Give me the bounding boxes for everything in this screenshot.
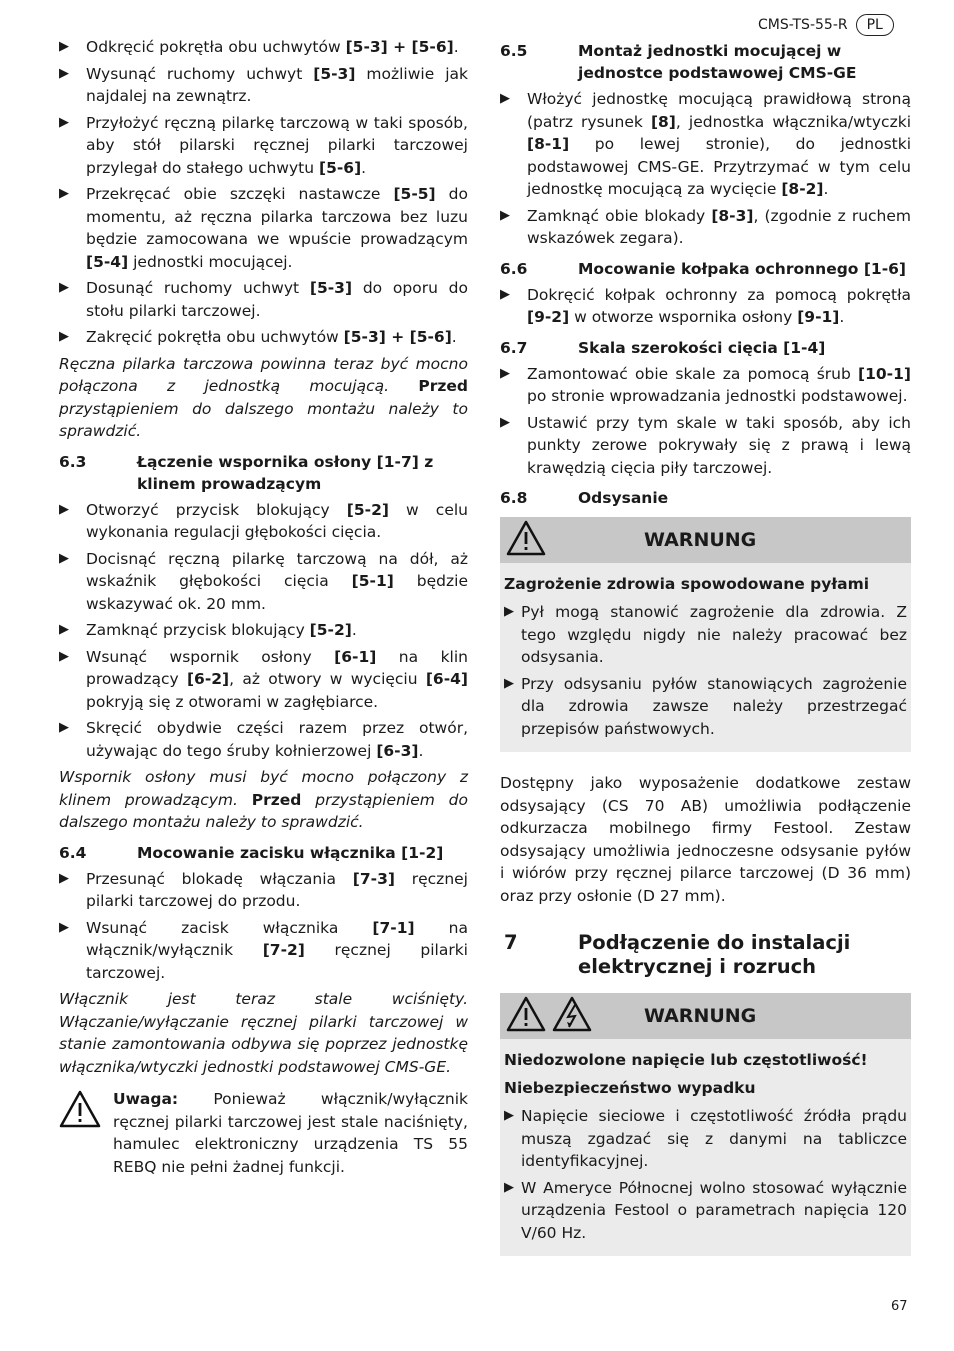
list-item: ▶ Otworzyć przycisk blokujący [5-2] w celu wykonania regulacji głębokości cięcia.	[59, 499, 468, 544]
electric-hazard-icon	[552, 996, 592, 1036]
italic-note: Wspornik osłony musi być mocno połączony z klinem prowadzącym. Przed przystąpieniem do dalszego montażu należy to sprawdzić.	[59, 768, 468, 831]
list-item: ▶ Wysunąć ruchomy uchwyt [5-3] możliwie jak najdalej na zewnątrz.	[59, 63, 468, 108]
list-item: ▶ Dosunąć ruchomy uchwyt [5-3] do oporu do stołu pilarki tarczowej.	[59, 277, 468, 322]
bullet-triangle-icon: ▶	[59, 720, 69, 735]
list-item: ▶ Skręcić obydwie części razem przez otwór, używając do tego śruby kołnierzowej [6-3].	[59, 717, 468, 762]
warning-subtitle: Niedozwolone napięcie lub częstotliwość!	[504, 1051, 868, 1069]
italic-note: Ręczna pilarka tarczowa powinna teraz być mocno połączona z jednostką mocującą. Przed przystąpieniem do dalszego montażu należy to sprawdzić.	[59, 354, 468, 440]
right-column	[500, 36, 911, 1256]
list-item: ▶ W Ameryce Północnej wolno stosować wyłącznie urządzenia Festool o parametrach napięcia 120 V/60 Hz.	[504, 1177, 907, 1245]
bullet-triangle-icon: ▶	[59, 501, 69, 517]
caution-note: Uwaga: Ponieważ włącznik/wyłącznik ręcznej pilarki tarczowej jest stale naciśnięty, hamulec elektroniczny urządzenia TS 55 REBQ nie pełni żadnej funkcji.	[59, 1088, 468, 1178]
page-number: 67	[891, 1299, 908, 1314]
list-item: ▶ Dokręcić kołpak ochronny za pomocą pokrętła [9-2] w otworze wspornika osłony [9-1].	[500, 284, 911, 329]
list-item: ▶ Docisnąć ręczną pilarkę tarczową na dół, aż wskaźnik głębokości cięcia [5-1] będzie wskazywać ok. 20 mm.	[59, 548, 468, 616]
warning-box-electrical	[500, 993, 911, 1256]
bullet-triangle-icon: ▶	[500, 414, 510, 430]
warning-triangle-icon	[506, 520, 546, 560]
bullet-triangle-icon: ▶	[504, 1108, 514, 1123]
warning-subtitle: Niebezpieczeństwo wypadku	[504, 1079, 756, 1097]
section-heading-6-5: 6.5 Montaż jednostki mocującej w jednostce podstawowej CMS-GE	[500, 42, 857, 82]
list-item: ▶ Przy odsysaniu pyłów stanowiących zagrożenie dla zdrowia zawsze należy przestrzegać przepisów państwowych.	[504, 673, 907, 741]
list-item: ▶ Włożyć jednostkę mocującą prawidłową stroną (patrz rysunek [8], jednostka włącznika/wtyczki [8-1] po lewej stronie), do jednostki podstawowej CMS-GE. Przytrzymać w tym celu jednostkę mocującą za wycięcie [8-2].	[500, 88, 911, 201]
list-item: ▶ Zamknąć obie blokady [8-3], (zgodnie z ruchem wskazówek zegara).	[500, 205, 911, 250]
bullet-triangle-icon: ▶	[500, 365, 510, 381]
paragraph: Dostępny jako wyposażenie dodatkowe zestaw odsysający (CS 70 AB) umożliwia podłączenie odkurzacza mobilnego firmy Festool. Zestaw odsysający umożliwia jednoczesne odsysanie pyłów i wiórów przy ręcznej pilarce tarczowej (D 36 mm) oraz przy osłonie (D 27 mm).	[500, 774, 911, 905]
italic-note: Włącznik jest teraz stale wciśnięty. Włączanie/wyłączanie ręcznej pilarki tarczowej w stanie zamontowania odbywa się poprzez jednostkę włącznika/wtyczki jednostki podstawowej CMS-GE.	[59, 990, 468, 1076]
section-heading-6-3: 6.3 Łączenie wspornika osłony [1-7] z klinem prowadzącym	[59, 452, 434, 493]
bullet-triangle-icon: ▶	[504, 1179, 514, 1195]
bullet-triangle-icon: ▶	[504, 604, 514, 619]
bullet-triangle-icon: ▶	[59, 919, 69, 935]
section-heading-6-8: 6.8 Odsysanie	[500, 489, 669, 507]
list-item: ▶ Przesunąć blokadę włączania [7-3] ręcznej pilarki tarczowej do przodu.	[59, 868, 468, 913]
list-item: ▶ Napięcie sieciowe i częstotliwość źródła prądu muszą zgadzać się z danymi na tabliczce identyfikacyjnej.	[504, 1105, 907, 1173]
list-item: ▶ Odkręcić pokrętła obu uchwytów [5-3] + [5-6].	[59, 36, 468, 59]
list-item: ▶ Przekręcać obie szczęki nastawcze [5-5] do momentu, aż ręczna pilarka tarczowa bez luzu będzie zamocowana we wpuście prowadzącym [5-4] jednostki mocującej.	[59, 183, 468, 273]
bullet-triangle-icon: ▶	[59, 622, 69, 637]
list-item: ▶ Ustawić przy tym skale w taki sposób, aby ich punkty zerowe pokrywały się z prawą i lewą krawędzią cięcia piły tarczowej.	[500, 412, 911, 480]
warning-title: WARNUNG	[644, 1005, 757, 1027]
bullet-triangle-icon: ▶	[59, 186, 69, 201]
warning-title: WARNUNG	[644, 529, 757, 551]
bullet-triangle-icon: ▶	[59, 329, 69, 344]
bullet-triangle-icon: ▶	[59, 39, 69, 54]
model-label: CMS-TS-55-R	[758, 17, 848, 33]
list-item: ▶ Wsunąć zacisk włącznika [7-1] na włącznik/wyłącznik [7-2] ręcznej pilarki tarczowej.	[59, 917, 468, 985]
section-heading-6-7: 6.7 Skala szerokości cięcia [1-4]	[500, 338, 826, 357]
warning-triangle-icon	[506, 996, 546, 1036]
bullet-triangle-icon: ▶	[500, 207, 510, 223]
language-badge: PL	[856, 14, 894, 36]
bullet-triangle-icon: ▶	[59, 550, 69, 566]
bullet-triangle-icon: ▶	[59, 280, 69, 295]
bullet-triangle-icon: ▶	[59, 870, 69, 886]
bullet-triangle-icon: ▶	[59, 114, 69, 130]
warning-box-dust	[500, 517, 911, 752]
section-heading-6-6: 6.6 Mocowanie kołpaka ochronnego [1-6]	[500, 259, 907, 278]
list-item: ▶ Zakręcić pokrętła obu uchwytów [5-3] + [5-6].	[59, 326, 468, 349]
page-header	[758, 14, 894, 36]
warning-triangle-icon	[59, 1088, 113, 1178]
left-column	[59, 36, 468, 1178]
section-heading-6-4: 6.4 Mocowanie zacisku włącznika [1-2]	[59, 843, 444, 862]
bullet-triangle-icon: ▶	[500, 91, 510, 106]
warning-header	[500, 993, 911, 1039]
list-item: ▶ Zamontować obie skale za pomocą śrub [10-1] po stronie wprowadzania jednostki podstawowej.	[500, 363, 911, 408]
list-item: ▶ Przyłożyć ręczną pilarkę tarczową w taki sposób, aby stół pilarski ręcznej pilarki tarczowej przylegał do stałego uchwytu [5-6].	[59, 112, 468, 180]
bullet-triangle-icon: ▶	[504, 675, 514, 691]
bullet-triangle-icon: ▶	[59, 648, 69, 664]
section-heading-7: 7 Podłączenie do instalacji elektrycznej i rozruch	[504, 931, 851, 978]
list-item: ▶ Wsunąć wspornik osłony [6-1] na klin prowadzący [6-2], aż otwory w wycięciu [6-4] pokryją się z otworami w zagłębiarce.	[59, 646, 468, 714]
list-item: ▶ Zamknąć przycisk blokujący [5-2].	[59, 619, 468, 642]
warning-header	[500, 517, 911, 563]
bullet-triangle-icon: ▶	[500, 286, 510, 302]
bullet-triangle-icon: ▶	[59, 65, 69, 81]
warning-subtitle: Zagrożenie zdrowia spowodowane pyłami	[504, 575, 870, 593]
list-item: ▶ Pył mogą stanowić zagrożenie dla zdrowia. Z tego względu nigdy nie należy pracować bez odsysania.	[504, 601, 907, 669]
